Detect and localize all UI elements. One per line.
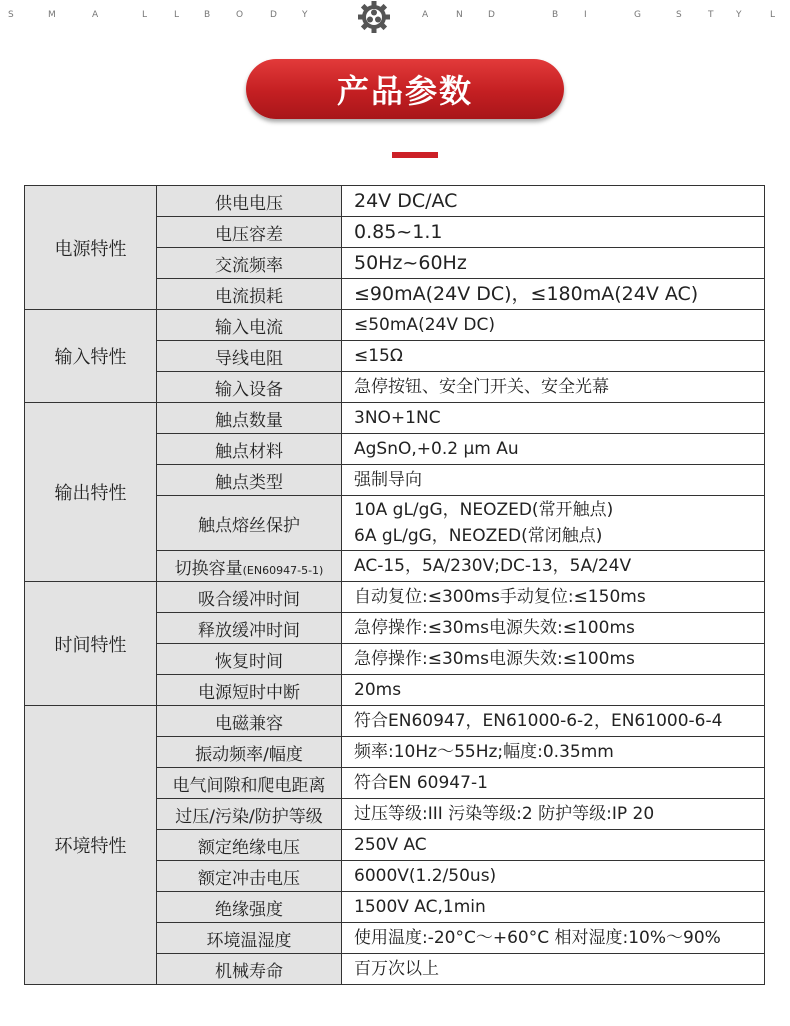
parameter-cell [157,675,342,706]
value-cell [342,706,765,737]
tagline-letter: S [8,10,14,20]
parameter-label: 触点类型 [215,472,283,493]
parameter-label: 振动频率/幅度 [195,744,303,765]
value-line: 10A gL/gG，NEOZED(常开触点) [354,500,614,520]
value-line: 250V AC [354,835,427,855]
parameter-note: (EN60947-5-1) [242,563,324,577]
title-underline [392,152,438,158]
value-line: AC-15，5A/230V;DC-13，5A/24V [354,556,632,576]
value-line: 50Hz~60Hz [354,252,467,274]
tagline [0,10,790,24]
value-cell [342,372,765,403]
parameter-label: 触点熔丝保护 [198,515,300,536]
category-cell: 时间特性 [25,582,157,706]
category-cell: 输入特性 [25,310,157,403]
tagline-letter: N [456,10,463,20]
tagline-letter: I [584,10,587,20]
parameter-cell [157,892,342,923]
parameter-label: 输入设备 [215,379,283,400]
parameter-label: 切换容量 [174,558,243,579]
parameter-cell [157,403,342,434]
value-line: 6A gL/gG，NEOZED(常闭触点) [354,526,603,546]
value-line: 急停操作:≤30ms电源失效:≤100ms [354,649,635,669]
table-row [25,186,765,217]
value-cell [342,861,765,892]
parameter-cell [157,341,342,372]
value-cell [342,465,765,496]
parameter-label: 额定冲击电压 [198,868,300,889]
parameter-cell [157,768,342,799]
parameter-cell [157,217,342,248]
table-row [25,310,765,341]
value-cell [342,217,765,248]
tagline-letter: Y [736,10,742,20]
category-cell: 输出特性 [25,403,157,582]
parameter-label: 环境温湿度 [206,930,292,951]
value-line: 过压等级:III 污染等级:2 防护等级:IP 20 [354,804,655,824]
value-cell [342,582,765,613]
parameter-cell [157,706,342,737]
page-title: 产品参数 [336,72,473,110]
value-cell [342,923,765,954]
parameter-label: 触点数量 [215,410,283,431]
value-line: ≤50mA(24V DC) [354,315,495,335]
parameter-label: 交流频率 [215,255,283,276]
tagline-letter: D [270,10,277,20]
value-line: 20ms [354,680,402,700]
parameter-cell [157,279,342,310]
value-cell [342,496,765,551]
value-cell [342,434,765,465]
parameter-label: 触点材料 [215,441,283,462]
parameter-cell [157,644,342,675]
value-line: 频率:10Hz～55Hz;幅度:0.35mm [354,742,614,762]
tagline-letter: B [204,10,211,20]
value-cell [342,613,765,644]
value-cell [342,310,765,341]
parameter-cell [157,551,342,582]
value-line: AgSnO,+0.2 μm Au [354,439,519,459]
parameter-cell [157,496,342,551]
spec-table [24,185,765,985]
tagline-letter: A [92,10,99,20]
value-cell [342,892,765,923]
parameter-cell [157,372,342,403]
table-row [25,403,765,434]
value-cell [342,279,765,310]
value-line: 使用温度:-20°C～+60°C 相对湿度:10%～90% [354,928,721,948]
parameter-label: 过压/污染/防护等级 [175,806,323,827]
value-cell [342,644,765,675]
value-line: 6000V(1.2/50us) [354,866,497,886]
tagline-letter: A [422,10,429,20]
parameter-label: 输入电流 [215,317,283,338]
parameter-cell [157,465,342,496]
parameter-cell [157,799,342,830]
parameter-cell [157,248,342,279]
title-banner [246,59,564,119]
value-cell [342,248,765,279]
tagline-letter: L [174,10,180,20]
parameter-cell [157,830,342,861]
value-line: 1500V AC,1min [354,897,486,917]
value-line: 自动复位:≤300ms手动复位:≤150ms [354,587,646,607]
value-cell [342,768,765,799]
parameter-cell [157,186,342,217]
parameter-cell [157,582,342,613]
tagline-letter: G [634,10,641,20]
value-line: 3NO+1NC [354,408,441,428]
value-cell [342,954,765,985]
parameter-label: 供电电压 [215,193,283,214]
parameter-label: 释放缓冲时间 [198,620,300,641]
tagline-letter: Y [302,10,308,20]
tagline-letter: O [236,10,244,20]
parameter-label: 导线电阻 [215,348,283,369]
tagline-letter: D [488,10,495,20]
parameter-label: 恢复时间 [215,651,283,672]
tagline-letter: L [770,10,776,20]
parameter-cell [157,954,342,985]
parameter-label: 额定绝缘电压 [198,837,300,858]
tagline-letter: S [676,10,682,20]
value-line: 符合EN 60947-1 [354,773,488,793]
value-line: 急停操作:≤30ms电源失效:≤100ms [354,618,635,638]
parameter-label: 电压容差 [215,224,283,245]
value-cell [342,403,765,434]
value-line: ≤90mA(24V DC)，≤180mA(24V AC) [354,283,699,305]
tagline-letter: L [142,10,148,20]
value-line: 急停按钮、安全门开关、安全光幕 [354,377,609,397]
parameter-cell [157,434,342,465]
table-row [25,582,765,613]
value-line: 符合EN60947，EN61000-6-2，EN61000-6-4 [354,711,723,731]
value-cell [342,551,765,582]
value-line: ≤15Ω [354,346,403,366]
tagline-letter: T [708,10,714,20]
category-cell: 环境特性 [25,706,157,985]
parameter-cell [157,861,342,892]
parameter-cell [157,737,342,768]
value-cell [342,675,765,706]
parameter-label: 绝缘强度 [215,899,283,920]
tagline-letter: M [48,10,56,20]
gear-logo-icon [357,0,391,34]
value-cell [342,830,765,861]
parameter-cell [157,613,342,644]
value-cell [342,186,765,217]
parameter-cell [157,310,342,341]
parameter-cell [157,923,342,954]
parameter-label: 电磁兼容 [215,713,283,734]
table-row [25,706,765,737]
value-cell [342,799,765,830]
category-cell: 电源特性 [25,186,157,310]
value-cell [342,737,765,768]
parameter-label: 机械寿命 [215,961,283,982]
value-line: 百万次以上 [354,959,439,979]
value-line: 0.85~1.1 [354,221,443,243]
parameter-label: 电源短时中断 [198,682,300,703]
value-line: 24V DC/AC [354,190,458,212]
tagline-letter: B [552,10,559,20]
parameter-label: 电气间隙和爬电距离 [172,775,326,796]
parameter-label: 吸合缓冲时间 [198,589,300,610]
value-line: 强制导向 [354,470,422,490]
parameter-label: 电流损耗 [215,286,283,307]
value-cell [342,341,765,372]
